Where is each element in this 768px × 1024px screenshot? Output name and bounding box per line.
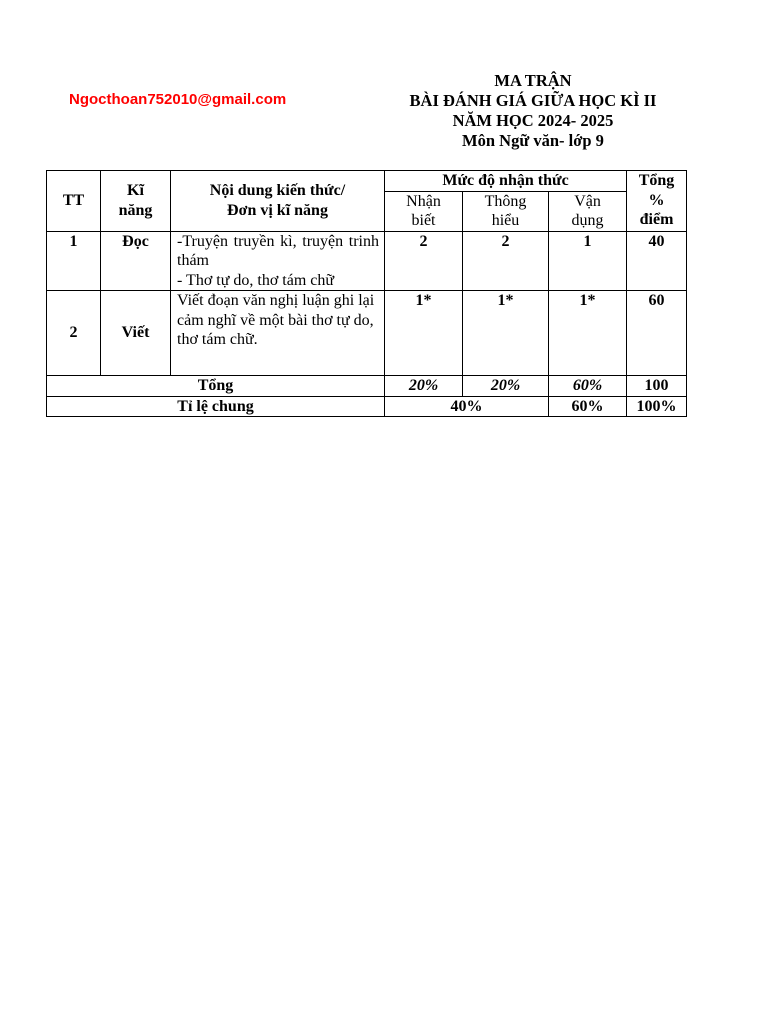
title-line-3: NĂM HỌC 2024- 2025 xyxy=(452,111,614,130)
row-2-nhan-biet: 1* xyxy=(385,291,463,376)
header-tt: TT xyxy=(47,171,101,232)
total-nhan-biet: 20% xyxy=(385,376,463,397)
header-noi-dung-line-1: Nội dung kiến thức/ xyxy=(209,182,346,200)
row-2-tong: 60 xyxy=(627,291,687,376)
total-row xyxy=(47,376,687,397)
header-van-dung xyxy=(549,191,627,231)
row-1-content-line-2: - Thơ tự do, thơ tám chữ xyxy=(177,271,335,289)
ratio-combined: 40% xyxy=(385,396,549,417)
row-1-content xyxy=(171,231,385,291)
header-van-dung-line-1: Vận xyxy=(574,192,601,210)
header-tong-line-2: % xyxy=(648,191,665,209)
title-line-1: MA TRẬN xyxy=(494,71,572,90)
header-noi-dung-line-2: Đơn vị kĩ năng xyxy=(227,201,328,219)
row-1-thong-hieu: 2 xyxy=(463,231,549,291)
header-thong-hieu-line-1: Thông xyxy=(484,192,527,210)
header-muc-do: Mức độ nhận thức xyxy=(385,171,627,192)
header-ki-nang-line-2: năng xyxy=(118,201,153,219)
ratio-label: Tỉ lệ chung xyxy=(47,396,385,417)
total-van-dung: 60% xyxy=(549,376,627,397)
header-tong-line-3: điểm xyxy=(639,211,674,228)
row-2-thong-hieu: 1* xyxy=(463,291,549,376)
ratio-tong: 100% xyxy=(627,396,687,417)
row-2-tt: 2 xyxy=(47,291,101,376)
row-1-tong: 40 xyxy=(627,231,687,291)
row-1-nhan-biet: 2 xyxy=(385,231,463,291)
total-tong: 100 xyxy=(627,376,687,397)
header-tong-line-1: Tổng xyxy=(638,172,675,189)
header-noi-dung xyxy=(171,171,385,232)
row-2-content: Viết đoạn văn nghị luận ghi lại cảm nghĩ về một bài thơ tự do, thơ tám chữ. xyxy=(171,291,385,376)
total-label: Tổng xyxy=(47,376,385,397)
assessment-matrix-table xyxy=(46,170,687,417)
row-1-skill: Đọc xyxy=(101,231,171,291)
header-row-1 xyxy=(47,171,687,192)
row-1-tt: 1 xyxy=(47,231,101,291)
header-van-dung-line-2: dụng xyxy=(571,212,604,229)
header-thong-hieu-line-2: hiểu xyxy=(491,212,520,229)
header-ki-nang-line-1: Kĩ xyxy=(127,182,144,200)
header-thong-hieu xyxy=(463,191,549,231)
author-email: Ngocthoan752010@gmail.com xyxy=(69,91,287,108)
table-row xyxy=(47,291,687,376)
title-line-4: Môn Ngữ văn- lớp 9 xyxy=(462,131,604,150)
header-nhan-biet xyxy=(385,191,463,231)
total-thong-hieu: 20% xyxy=(463,376,549,397)
document-title xyxy=(380,71,686,151)
row-2-skill: Viết xyxy=(101,291,171,376)
row-1-content-line-1: -Truyện truyền kì, truyện trinh thám xyxy=(177,232,379,269)
ratio-van-dung: 60% xyxy=(549,396,627,417)
header-nhan-biet-line-1: Nhận xyxy=(406,192,441,210)
table-row xyxy=(47,231,687,291)
row-1-van-dung: 1 xyxy=(549,231,627,291)
row-2-van-dung: 1* xyxy=(549,291,627,376)
header-ki-nang xyxy=(101,171,171,232)
ratio-row xyxy=(47,396,687,417)
header-tong xyxy=(627,171,687,232)
title-line-2: BÀI ĐÁNH GIÁ GIỮA HỌC KÌ II xyxy=(409,91,657,110)
header-nhan-biet-line-2: biết xyxy=(411,212,436,229)
